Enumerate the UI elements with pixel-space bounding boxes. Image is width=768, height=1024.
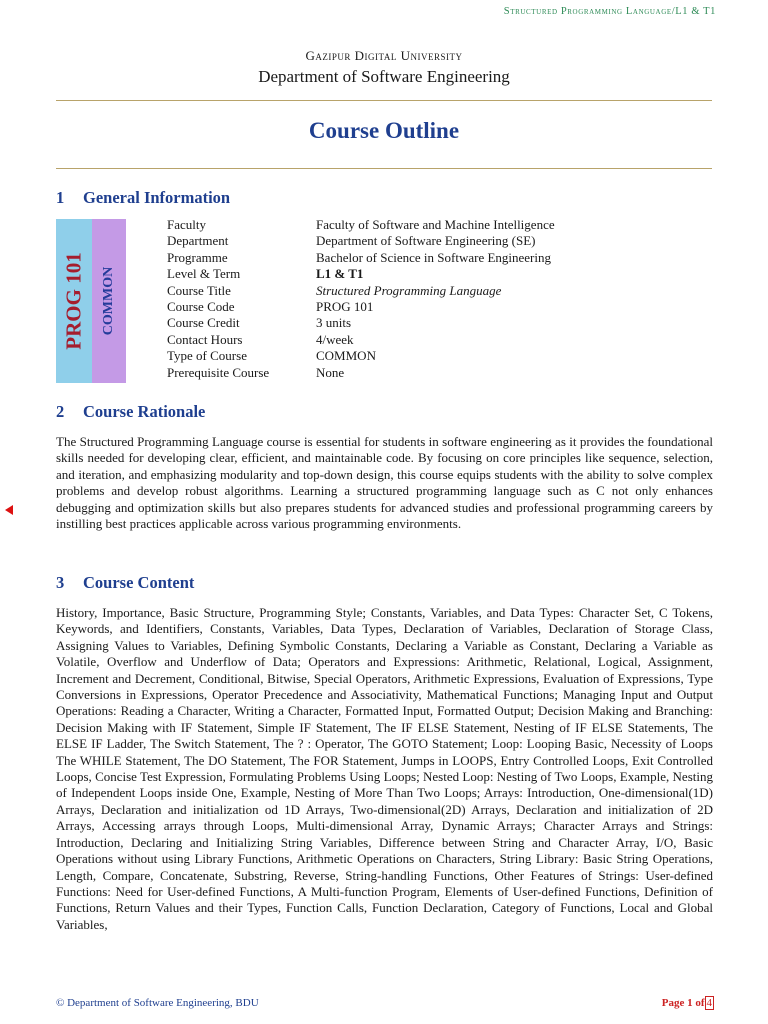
department-name: Department of Software Engineering [258,67,510,86]
general-info-table [167,217,555,381]
info-key: Course Credit [167,315,240,331]
footer-copyright: © Department of Software Engineering, BDU [56,997,259,1009]
info-row-course-code [167,299,555,315]
info-value: Faculty of Software and Machine Intelligence [316,217,555,232]
info-key: Prerequisite Course [167,364,270,380]
info-row-programme [167,250,555,266]
section-number: 1 [56,188,65,207]
section-title: Course Rationale [83,402,206,421]
page-title: Course Outline [308,118,460,143]
section-heading-content [56,573,194,593]
info-key: Faculty [167,217,206,232]
section-title: General Information [83,188,231,207]
section-heading-general [56,188,230,208]
info-row-course-type [167,348,555,364]
section-heading-rationale [56,402,205,422]
info-value: 3 units [316,315,352,331]
total-pages-link[interactable]: 4 [706,997,712,1009]
info-key: Course Code [167,299,235,315]
info-key: Contact Hours [167,331,243,347]
info-row-level-term [167,266,555,282]
info-value: Structured Programming Language [316,282,502,298]
info-value: None [316,364,345,380]
title-divider [56,168,712,169]
info-key: Department [167,233,229,249]
info-key: Course Title [167,282,231,298]
running-head: Structured Programming Language/L1 & T1 [503,6,716,17]
info-value: Bachelor of Science in Software Engineering [316,249,551,265]
info-row-course-credit [167,315,555,331]
info-row-faculty [167,217,555,233]
section-number: 2 [56,402,65,421]
info-row-department [167,233,555,249]
section-title: Course Content [83,573,195,592]
info-value: PROG 101 [316,299,374,315]
info-key: Type of Course [167,348,247,364]
page-indicator [662,997,714,1009]
course-code-badge [56,219,92,383]
info-value: COMMON [316,348,376,364]
section-number: 3 [56,573,65,592]
info-row-contact-hours [167,332,555,348]
rationale-paragraph: The Structured Programming Language course is essential for students in software engineering as it provides the foundational skills needed for developing clear, efficient, and maintainable code. By focusing on core principles like sequence, selection, and iteration, and emphasizing modularity and top-down design, this course equips students with the ability to solve complex problems and develop robust algorithms. Learning a structured programming language such as C not only enhances debugging and optimization skills but also prepares students for advanced studies and professional programming careers by instilling best practices applicable across various programming environments. [56,434,713,532]
university-name: Gazipur Digital University [305,48,463,63]
course-type-badge-label: COMMON [101,266,116,336]
content-paragraph: History, Importance, Basic Structure, Programming Style; Constants, Variables, and Data Types: Character Set, C Tokens, Keywords, and Identifiers, Constants, Variables, Data Types, Declaration of Variables, Declaration of Storage Class, Assigning Values to Variables, Defining Symbolic Constants, Declaring a Variable as Constant, Declaring a Variable as Volatile, Overflow and Underflow of Data; Operators and Expressions: Arithmetic, Relational, Logical, Assignment, Increment and Decrement, Conditional, Bitwise, Special Operators, Arithmetic Expressions, Evaluation of Expressions, Type Conversions in Expressions, Operator Precedence and Associativity, Mathematical Functions; Managing Input and Output Operations: Reading a Character, Writing a Character, Formatted Input, Formatted Output; Decision Making and Branching: Decision Making with IF Statement, Simple IF Statement, The IF ELSE Statement, Nesting of IF ELSE Statements, The ELSE IF Ladder, The Switch Statement, The ? : Operator, The GOTO Statement; Loop: Looping Basic, Necessity of Loops The WHILE Statement, The DO Statement, The FOR Statement, Jumps in LOOPS, Entry Controlled Loops, Exit Controlled Loops, Concise Test Expression, Formulating Problems Using Loops; Nested Loop: Nesting of Two Loops, Example, Nesting of Independent Loops inside One, Example, Nesting of More Than Two Loops; Arrays: Introduction, One-dimensional(1D) Arrays, Declaration and initialization od 1D Arrays, Two-dimensional(2D) Arrays, Declaration and initialization of 2D Arrays, Accessing arrays through Loops, Multi-dimensional Array, Dynamic Arrays; Character Arrays and Strings: Introduction, Declaring and Initializing String Variables, Difference between String and Character Array, I/O, Basic Operations without using Library Functions, Arithmetic Operations on Characters, String Library: Basic String Operations, Length, Compare, Concatenate, Substring, Reverse, String-handling Functions, Other Features of Strings: User-defined Functions: Need for User-defined Functions, A Multi-function Program, Elements of User-defined Functions, Definition of Functions, Return Values and their Types, Function Calls, Function Declaration, Category of Functions, Local and Global Variables, [56,605,713,932]
left-triangle-marker-icon [5,505,13,515]
info-row-course-title [167,283,555,299]
info-value: L1 & T1 [316,266,364,282]
course-code-badge-label: PROG 101 [61,252,86,350]
course-type-badge [92,219,126,383]
page-prefix: Page 1 of [661,997,705,1009]
top-divider [56,100,712,101]
info-value: 4/week [316,331,354,347]
info-key: Level & Term [167,266,241,282]
info-key: Programme [167,249,228,265]
info-value: Department of Software Engineering (SE) [316,233,536,249]
info-row-prerequisite [167,365,555,381]
